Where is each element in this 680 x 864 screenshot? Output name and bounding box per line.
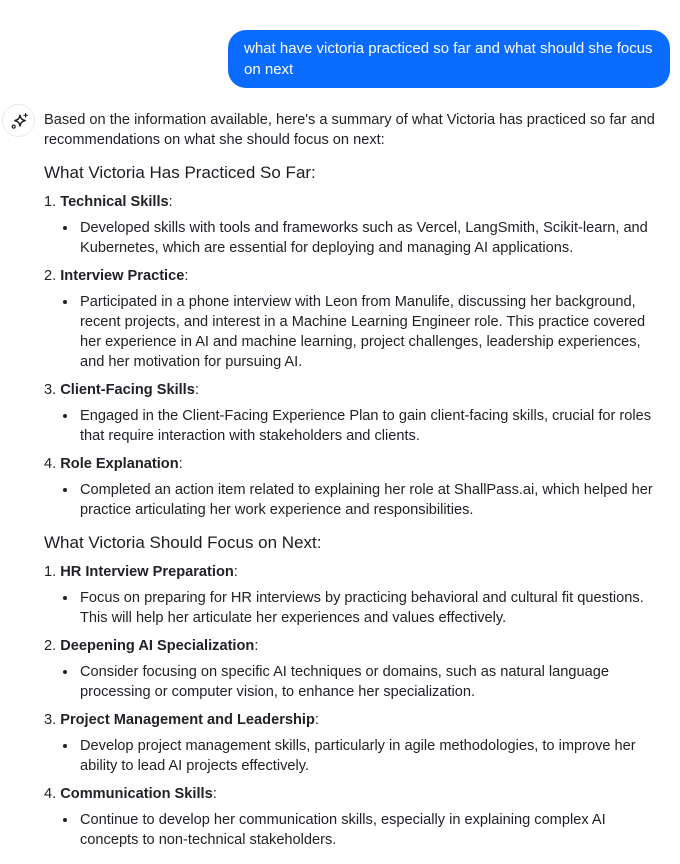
list-item — [44, 266, 660, 372]
item-title: Communication Skills — [60, 786, 213, 802]
item-title: Project Management and Leadership — [60, 712, 315, 728]
section-heading: What Victoria Should Focus on Next: — [44, 533, 322, 552]
item-title: Client-Facing Skills — [60, 382, 195, 398]
sparkles-icon — [9, 111, 29, 131]
assistant-avatar — [2, 104, 35, 137]
list-item — [44, 784, 660, 850]
bullet-list — [44, 406, 660, 446]
list-item — [44, 380, 660, 446]
bullet-item: • Developed skills with tools and frameworks such as Vercel, LangSmith, Scikit-learn, and Kubernetes, which are essential for deploying and managing AI applications. — [78, 218, 660, 258]
numbered-item-heading — [44, 784, 660, 804]
item-colon: : — [212, 786, 217, 802]
item-number: 4. — [44, 786, 61, 802]
list-item — [44, 192, 660, 258]
assistant-intro: Based on the information available, here's a summary of what Victoria has practiced so far and recommendations on what she should focus on next: — [44, 112, 655, 148]
bullet-item: • Consider focusing on specific AI techniques or domains, such as natural language processing or computer vision, to enhance her specialization. — [78, 662, 660, 702]
item-title: Role Explanation — [60, 456, 179, 472]
section-heading: What Victoria Has Practiced So Far: — [44, 163, 316, 182]
bullet-item: • Focus on preparing for HR interviews by practicing behavioral and cultural fit questions. This will help her articulate her experiences and values effectively. — [78, 588, 660, 628]
numbered-item-heading — [44, 192, 660, 212]
item-colon: : — [178, 456, 183, 472]
user-message-bubble: what have victoria practiced so far and what should she focus on next — [228, 30, 670, 88]
list-item — [44, 562, 660, 628]
bullet-list — [44, 662, 660, 702]
item-number: 2. — [44, 268, 61, 284]
bullet-item: • Continue to develop her communication skills, especially in explaining complex AI concepts to non-technical stakeholders. — [78, 810, 660, 850]
item-colon: : — [168, 194, 173, 210]
bullet-item: • Participated in a phone interview with Leon from Manulife, discussing her background, recent projects, and interest in a Machine Learning Engineer role. This practice covered her experience in AI and machine learning, project challenges, leadership experiences, and her motivation for pursuing AI. — [78, 292, 660, 372]
item-colon: : — [254, 638, 259, 654]
user-message-row — [0, 0, 680, 88]
numbered-item-heading — [44, 266, 660, 286]
numbered-item-heading — [44, 380, 660, 400]
item-colon: : — [194, 382, 199, 398]
bullet-list — [44, 218, 660, 258]
bullet-item: • Completed an action item related to explaining her role at ShallPass.ai, which helped her practice articulating her work experience and responsibilities. — [78, 480, 660, 520]
item-number: 2. — [44, 638, 61, 654]
item-title: HR Interview Preparation — [60, 564, 234, 580]
numbered-item-heading — [44, 562, 660, 582]
list-item — [44, 710, 660, 776]
bullet-list — [44, 292, 660, 372]
item-title: Deepening AI Specialization — [60, 638, 255, 654]
list-item — [44, 454, 660, 520]
bullet-list — [44, 588, 660, 628]
item-number: 4. — [44, 456, 61, 472]
item-title: Technical Skills — [60, 194, 169, 210]
assistant-message-content — [44, 104, 660, 858]
item-colon: : — [314, 712, 319, 728]
bullet-list — [44, 810, 660, 850]
bullet-list — [44, 736, 660, 776]
numbered-item-heading — [44, 636, 660, 656]
bullet-list — [44, 480, 660, 520]
numbered-item-heading — [44, 710, 660, 730]
item-number: 1. — [44, 194, 61, 210]
assistant-sections — [44, 162, 660, 850]
item-title: Interview Practice — [60, 268, 185, 284]
assistant-message-row — [0, 104, 680, 864]
item-number: 3. — [44, 712, 61, 728]
numbered-item-heading — [44, 454, 660, 474]
bullet-item: • Develop project management skills, particularly in agile methodologies, to improve her ability to lead AI projects effectively. — [78, 736, 660, 776]
item-colon: : — [184, 268, 189, 284]
bullet-item: • Engaged in the Client-Facing Experience Plan to gain client-facing skills, crucial for roles that require interaction with stakeholders and clients. — [78, 406, 660, 446]
item-number: 3. — [44, 382, 61, 398]
item-number: 1. — [44, 564, 61, 580]
list-item — [44, 636, 660, 702]
item-colon: : — [233, 564, 238, 580]
